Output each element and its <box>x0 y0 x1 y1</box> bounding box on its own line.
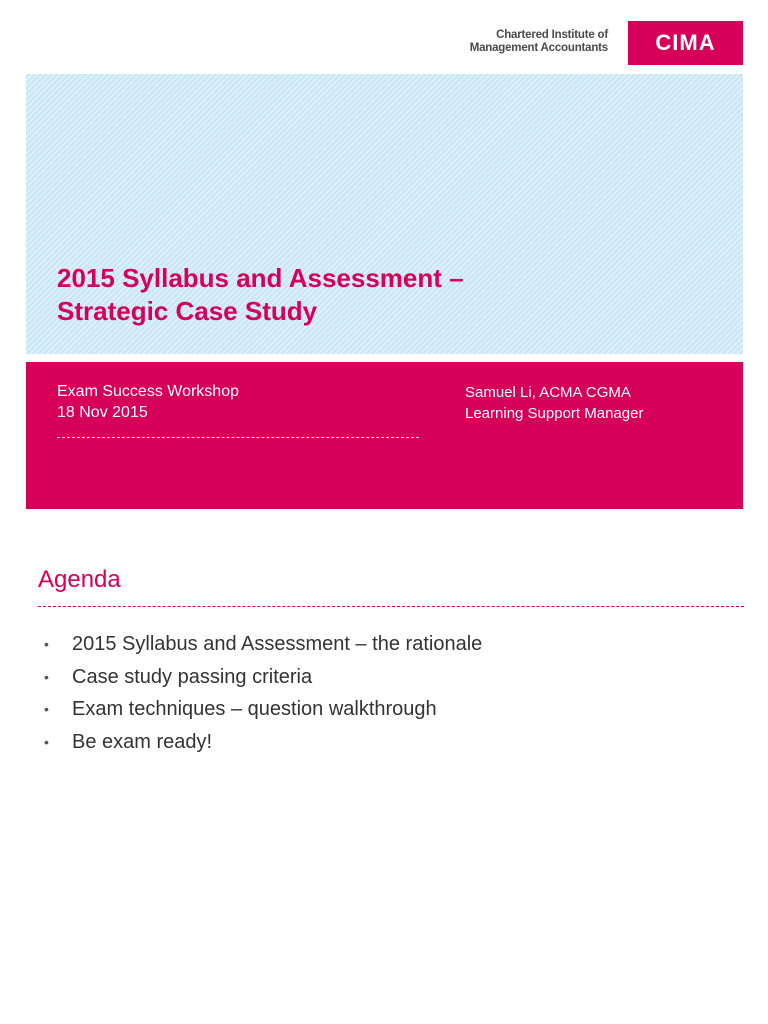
event-name: Exam Success Workshop <box>57 383 239 400</box>
institute-name <box>458 29 608 55</box>
list-item <box>38 693 482 726</box>
list-item <box>38 661 482 694</box>
bullet-icon: • <box>44 668 49 685</box>
presenter-info <box>465 382 643 424</box>
agenda-heading: Agenda <box>38 566 121 593</box>
bullet-icon: • <box>44 636 49 652</box>
agenda-item-text: 2015 Syllabus and Assessment – the rationale <box>72 633 483 655</box>
event-date: 18 Nov 2015 <box>57 404 148 421</box>
slide-title <box>57 262 657 328</box>
agenda-item-text: Case study passing criteria <box>72 665 313 688</box>
bullet-icon: • <box>44 733 49 750</box>
list-item <box>38 726 482 759</box>
cima-logo-text: CIMA <box>655 30 716 55</box>
event-divider <box>57 437 419 438</box>
presenter-name: Samuel Li, ACMA CGMA <box>465 384 631 401</box>
agenda-item-text: Be exam ready! <box>72 730 213 753</box>
agenda-item-text: Exam techniques – question walkthrough <box>72 698 437 720</box>
event-info <box>57 381 239 423</box>
institute-name-line2: Management Accountants <box>469 42 608 54</box>
presenter-role: Learning Support Manager <box>465 405 644 422</box>
institute-name-line1: Chartered Institute of <box>496 29 608 41</box>
bullet-icon: • <box>44 701 49 717</box>
cima-logo <box>628 21 743 65</box>
slide-title-line1: 2015 Syllabus and Assessment – <box>57 263 464 293</box>
slide-title-line2: Strategic Case Study <box>57 296 318 326</box>
agenda-divider <box>38 606 744 607</box>
agenda-list <box>38 628 482 758</box>
list-item <box>38 628 482 661</box>
